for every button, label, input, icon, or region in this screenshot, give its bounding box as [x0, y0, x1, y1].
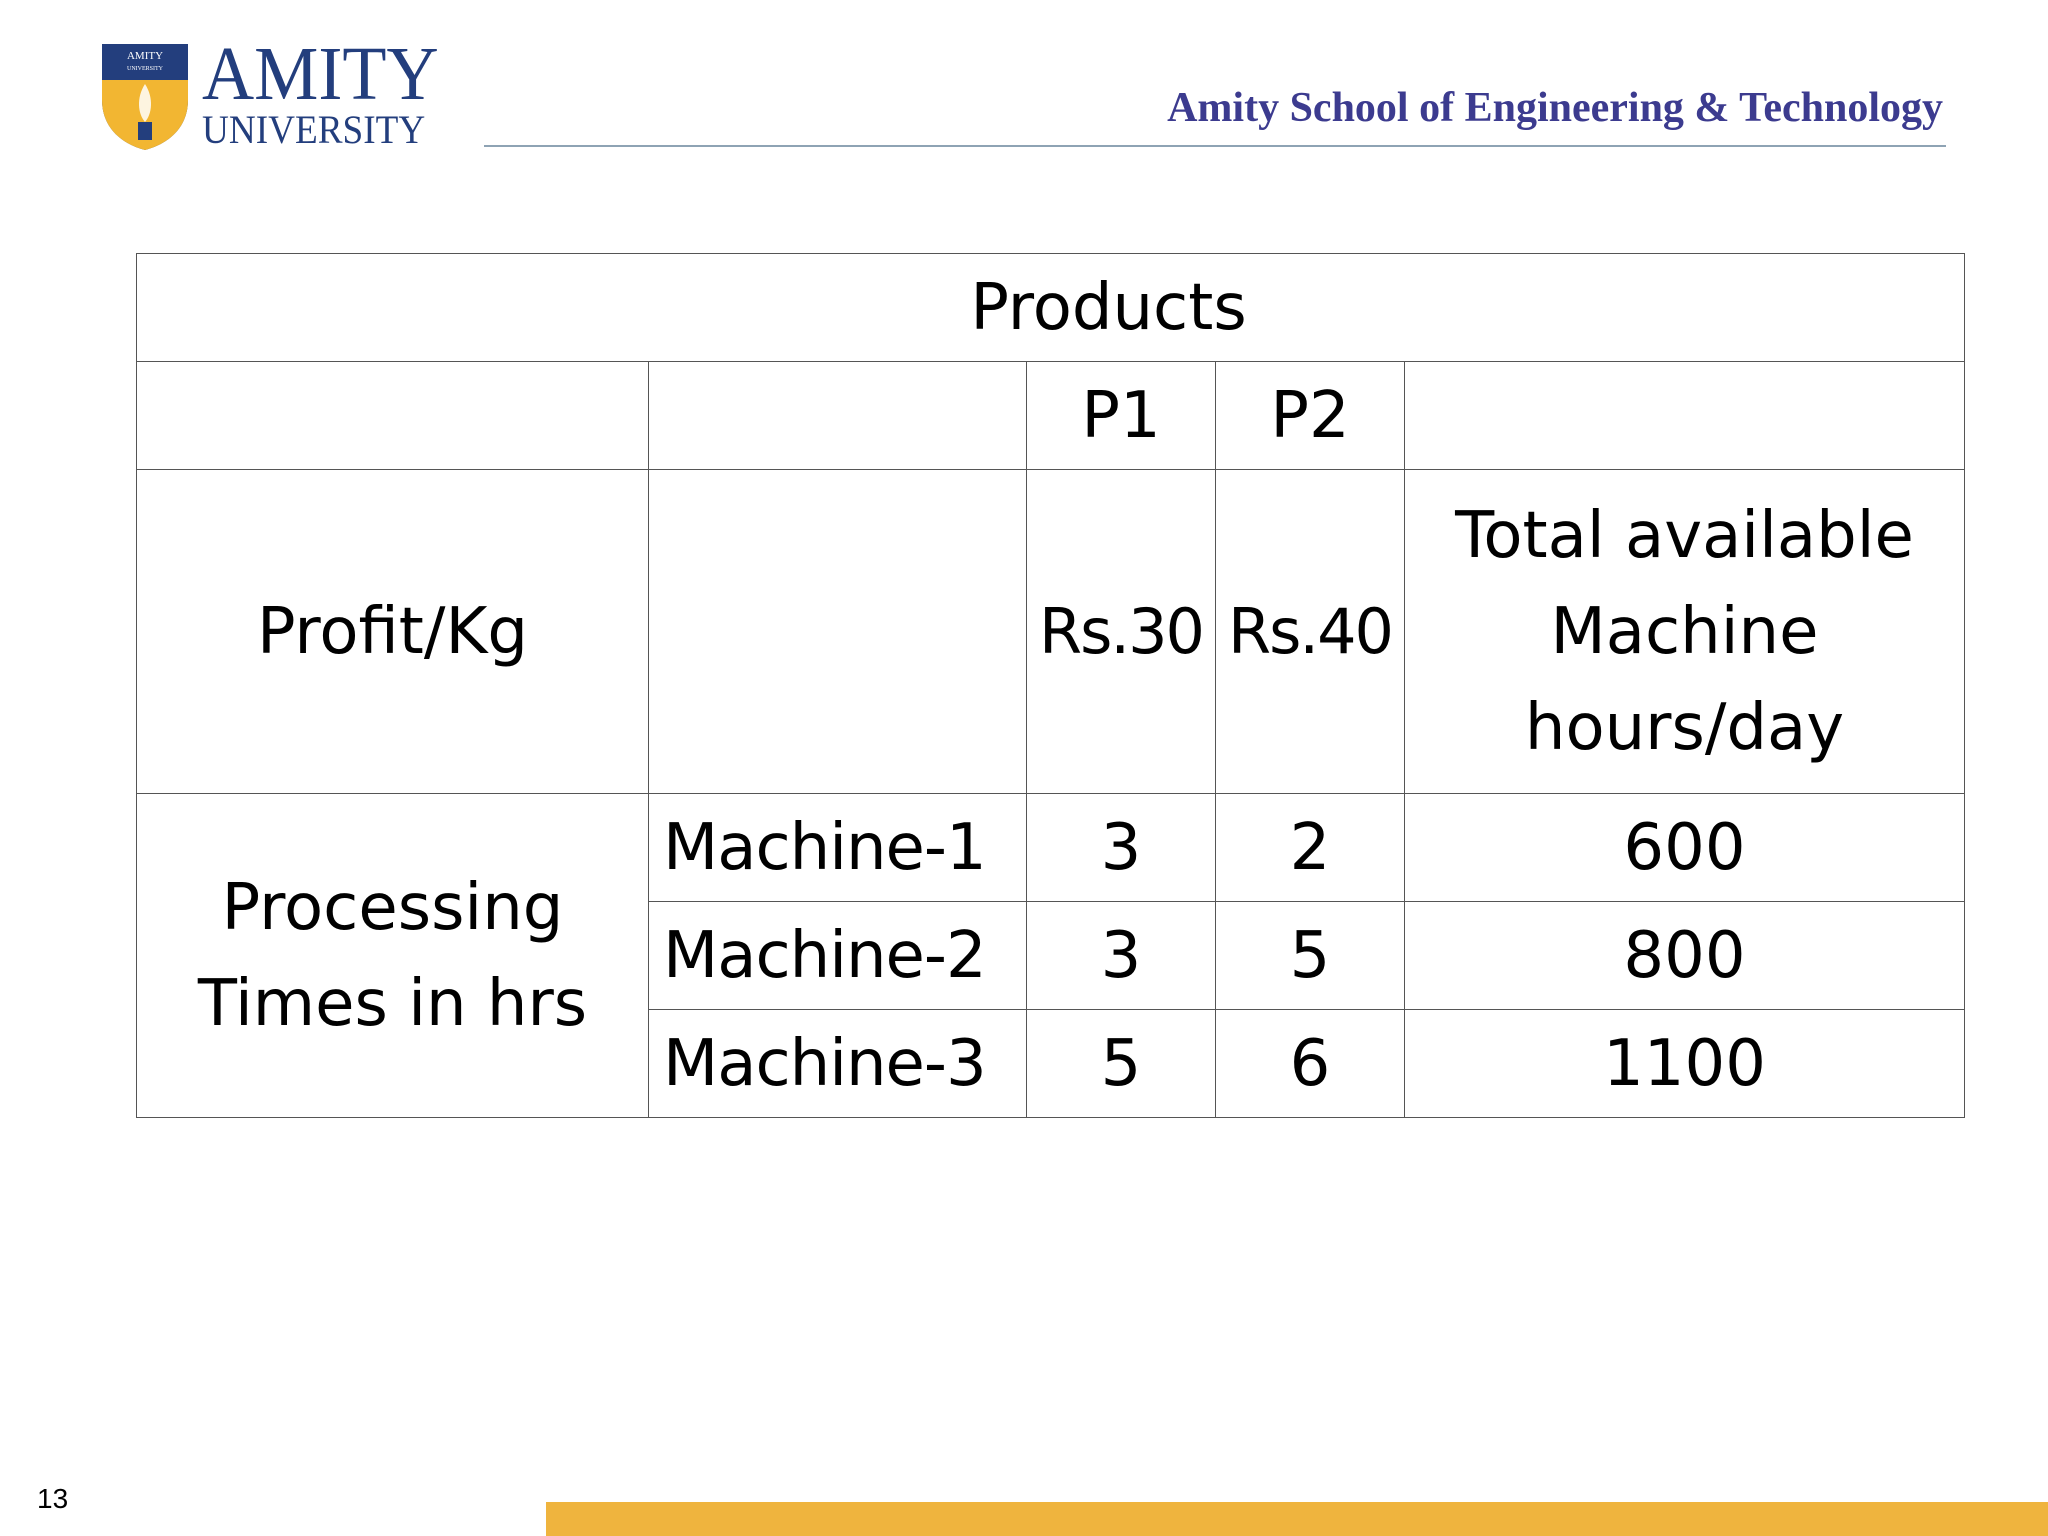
- available-hours: 600: [1405, 794, 1965, 902]
- empty-cell: [649, 362, 1027, 470]
- p1-time: 3: [1027, 902, 1216, 1010]
- profit-row: [137, 470, 1965, 794]
- empty-cell: [1405, 362, 1965, 470]
- school-title: Amity School of Engineering & Technology: [1167, 85, 1943, 131]
- page-number: 13: [37, 1483, 69, 1514]
- logo-wordmark: [202, 32, 451, 152]
- machine-name: Machine-2: [649, 902, 1027, 1010]
- profit-p2: Rs.40: [1216, 470, 1405, 794]
- available-hours: 800: [1405, 902, 1965, 1010]
- p1-time: 5: [1027, 1010, 1216, 1118]
- amity-logo: [98, 32, 443, 152]
- products-table: [136, 253, 1965, 1118]
- capacity-header: Total available Machine hours/day: [1405, 470, 1965, 794]
- svg-text:UNIVERSITY: UNIVERSITY: [127, 66, 163, 72]
- product-header-row: [137, 362, 1965, 470]
- table-row: [137, 794, 1965, 902]
- profit-p1: Rs.30: [1027, 470, 1216, 794]
- header-divider: [484, 145, 1946, 147]
- product-p1-header: P1: [1027, 362, 1216, 470]
- logo-word-university: UNIVERSITY: [202, 107, 426, 152]
- profit-label: Profit/Kg: [137, 470, 649, 794]
- p1-time: 3: [1027, 794, 1216, 902]
- p2-time: 2: [1216, 794, 1405, 902]
- p2-time: 5: [1216, 902, 1405, 1010]
- available-hours: 1100: [1405, 1010, 1965, 1118]
- machine-name: Machine-3: [649, 1010, 1027, 1118]
- machine-name: Machine-1: [649, 794, 1027, 902]
- p2-time: 6: [1216, 1010, 1405, 1118]
- amity-shield-icon: [98, 40, 192, 150]
- svg-text:AMITY: AMITY: [126, 50, 164, 62]
- empty-cell: [649, 470, 1027, 794]
- empty-cell: [137, 362, 649, 470]
- table-title: Products: [137, 254, 1965, 362]
- product-p2-header: P2: [1216, 362, 1405, 470]
- logo-word-amity: AMITY: [202, 32, 439, 116]
- processing-label: Processing Times in hrs: [137, 794, 649, 1118]
- table-title-row: [137, 254, 1965, 362]
- footer-accent-bar: [546, 1502, 2048, 1536]
